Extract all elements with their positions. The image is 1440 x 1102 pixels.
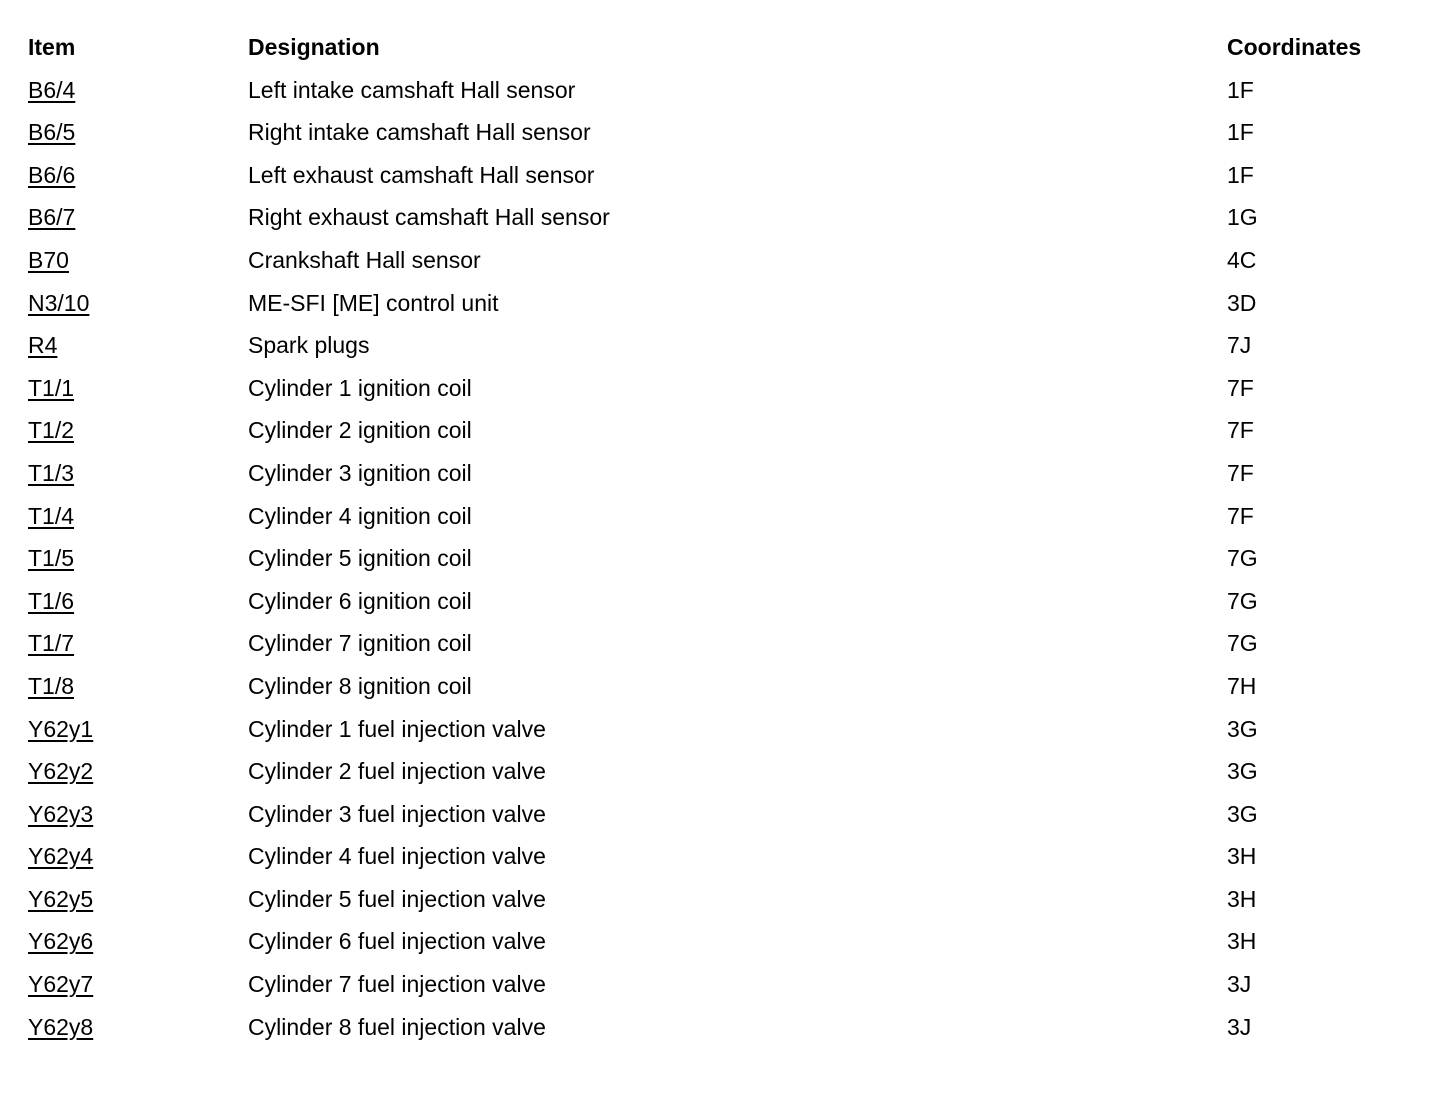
column-header-designation: Designation — [248, 34, 380, 60]
coordinates-cell: 1F — [1227, 76, 1254, 103]
coordinates-cell: 7F — [1227, 459, 1254, 486]
table-row — [28, 111, 1428, 154]
designation-cell: Cylinder 5 ignition coil — [248, 545, 472, 572]
item-link[interactable]: Y62y7 — [28, 971, 94, 998]
item-link[interactable]: Y62y2 — [28, 758, 94, 785]
designation-cell: Cylinder 4 ignition coil — [248, 502, 472, 529]
item-link[interactable]: B6/7 — [28, 204, 76, 231]
table-row — [28, 622, 1428, 665]
table-row — [28, 750, 1428, 793]
table-row — [28, 324, 1428, 367]
designation-cell: Crankshaft Hall sensor — [248, 246, 481, 273]
designation-cell: Cylinder 6 ignition coil — [248, 587, 472, 614]
coordinates-cell: 7H — [1227, 672, 1257, 699]
designation-cell: Cylinder 3 fuel injection valve — [248, 800, 546, 827]
designation-cell: Cylinder 1 ignition coil — [248, 374, 472, 401]
designation-cell: Cylinder 2 fuel injection valve — [248, 758, 546, 785]
column-header-coordinates: Coordinates — [1227, 34, 1362, 60]
table-body — [28, 69, 1428, 1049]
designation-cell: Cylinder 8 fuel injection valve — [248, 1013, 546, 1040]
table-row — [28, 409, 1428, 452]
coordinates-cell: 3J — [1227, 971, 1252, 998]
item-link[interactable]: R4 — [28, 332, 58, 359]
item-link[interactable]: T1/3 — [28, 459, 75, 486]
coordinates-cell: 1F — [1227, 161, 1254, 188]
item-link[interactable]: N3/10 — [28, 289, 90, 316]
table-row — [28, 537, 1428, 580]
designation-cell: Left intake camshaft Hall sensor — [248, 76, 576, 103]
table-row — [28, 793, 1428, 836]
table-row — [28, 665, 1428, 708]
item-link[interactable]: Y62y8 — [28, 1013, 94, 1040]
coordinates-cell: 3G — [1227, 758, 1258, 785]
table-row — [28, 196, 1428, 239]
table-row — [28, 920, 1428, 963]
designation-cell: Right exhaust camshaft Hall sensor — [248, 204, 610, 231]
item-link[interactable]: B6/4 — [28, 76, 76, 103]
designation-cell: Cylinder 7 ignition coil — [248, 630, 472, 657]
item-link[interactable]: Y62y5 — [28, 885, 94, 912]
designation-cell: Right intake camshaft Hall sensor — [248, 119, 591, 146]
designation-cell: Left exhaust camshaft Hall sensor — [248, 161, 595, 188]
coordinates-cell: 1G — [1227, 204, 1258, 231]
item-link[interactable]: Y62y1 — [28, 715, 94, 742]
item-link[interactable]: T1/8 — [28, 672, 75, 699]
item-link[interactable]: T1/6 — [28, 587, 75, 614]
table-header — [28, 26, 1428, 69]
column-header-item: Item — [28, 34, 76, 60]
coordinates-cell: 3H — [1227, 843, 1257, 870]
designation-cell: Cylinder 2 ignition coil — [248, 417, 472, 444]
coordinates-cell: 7G — [1227, 545, 1258, 572]
table-row — [28, 239, 1428, 282]
designation-cell: Spark plugs — [248, 332, 370, 359]
table-row — [28, 452, 1428, 495]
designation-cell: ME-SFI [ME] control unit — [248, 289, 499, 316]
coordinates-cell: 3J — [1227, 1013, 1252, 1040]
table-row — [28, 708, 1428, 751]
coordinates-cell: 7G — [1227, 587, 1258, 614]
table-row — [28, 1006, 1428, 1049]
item-link[interactable]: Y62y3 — [28, 800, 94, 827]
item-link[interactable]: T1/2 — [28, 417, 75, 444]
item-link[interactable]: B70 — [28, 246, 69, 273]
table-row — [28, 154, 1428, 197]
coordinates-cell: 7G — [1227, 630, 1258, 657]
item-link[interactable]: T1/7 — [28, 630, 75, 657]
designation-cell: Cylinder 5 fuel injection valve — [248, 885, 546, 912]
coordinates-cell: 3G — [1227, 715, 1258, 742]
component-table — [28, 26, 1428, 1048]
table-row — [28, 580, 1428, 623]
table-row — [28, 878, 1428, 921]
table-row — [28, 835, 1428, 878]
designation-cell: Cylinder 8 ignition coil — [248, 672, 472, 699]
designation-cell: Cylinder 4 fuel injection valve — [248, 843, 546, 870]
coordinates-cell: 1F — [1227, 119, 1254, 146]
table-row — [28, 963, 1428, 1006]
coordinates-cell: 7F — [1227, 417, 1254, 444]
coordinates-cell: 4C — [1227, 246, 1257, 273]
item-link[interactable]: B6/5 — [28, 119, 76, 146]
designation-cell: Cylinder 7 fuel injection valve — [248, 971, 546, 998]
designation-cell: Cylinder 6 fuel injection valve — [248, 928, 546, 955]
coordinates-cell: 7F — [1227, 374, 1254, 401]
table-row — [28, 69, 1428, 112]
table-row — [28, 495, 1428, 538]
designation-cell: Cylinder 3 ignition coil — [248, 459, 472, 486]
item-link[interactable]: Y62y6 — [28, 928, 94, 955]
coordinates-cell: 7F — [1227, 502, 1254, 529]
item-link[interactable]: T1/4 — [28, 502, 75, 529]
item-link[interactable]: T1/5 — [28, 545, 75, 572]
coordinates-cell: 3G — [1227, 800, 1258, 827]
item-link[interactable]: Y62y4 — [28, 843, 94, 870]
item-link[interactable]: T1/1 — [28, 374, 75, 401]
coordinates-cell: 3H — [1227, 928, 1257, 955]
coordinates-cell: 3D — [1227, 289, 1257, 316]
designation-cell: Cylinder 1 fuel injection valve — [248, 715, 546, 742]
coordinates-cell: 7J — [1227, 332, 1252, 359]
table-row — [28, 367, 1428, 410]
item-link[interactable]: B6/6 — [28, 161, 76, 188]
table-row — [28, 282, 1428, 325]
coordinates-cell: 3H — [1227, 885, 1257, 912]
